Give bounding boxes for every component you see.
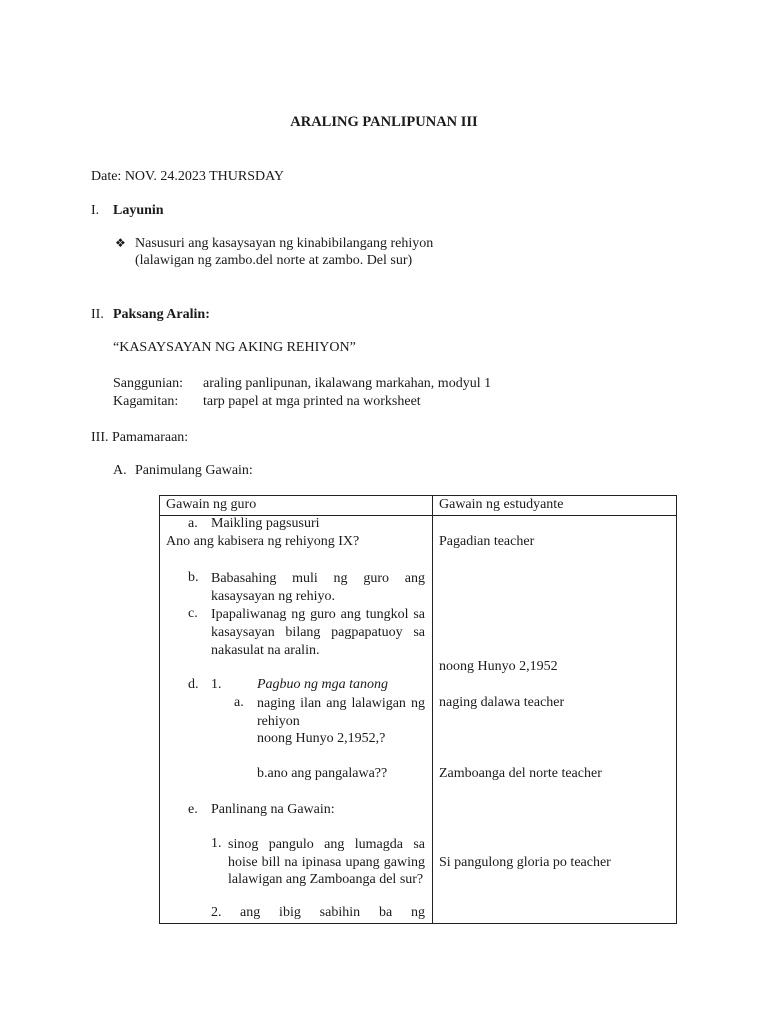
subsection-a-letter: A. — [113, 463, 127, 478]
section2-numeral: II. — [91, 307, 104, 322]
answer-1: Pagadian teacher — [439, 534, 535, 549]
item-e-label: e. — [188, 802, 198, 817]
document-title: ARALING PANLIPUNAN III — [290, 114, 478, 130]
item-da-line2: noong Hunyo 2,1952,? — [257, 731, 386, 746]
subsection-a-heading: Panimulang Gawain: — [135, 463, 253, 478]
sanggunian-value: araling panlipunan, ikalawang markahan, modyul 1 — [203, 376, 492, 391]
table-column-divider — [432, 496, 433, 923]
item-da-text: naging ilan ang lalawigan ng rehiyon — [257, 696, 425, 729]
item-c-text: Ipapaliwanag ng guro ang tungkol sa kasaysayan bilang pagpapatuoy sa nakasulat na aralin. — [211, 607, 425, 658]
header-student: Gawain ng estudyante — [439, 497, 564, 512]
item-d-number: 1. — [211, 677, 222, 692]
item-c-label: c. — [188, 606, 198, 621]
date-line: Date: NOV. 24.2023 THURSDAY — [91, 169, 285, 184]
kagamitan-label: Kagamitan: — [113, 394, 179, 409]
objective-line2: (lalawigan ng zambo.del norte at zambo. Del sur) — [135, 253, 413, 268]
item-a-label: a. — [188, 516, 198, 531]
item-d-label: d. — [188, 677, 199, 692]
section1-numeral: I. — [91, 203, 100, 218]
section3-heading: III. Pamamaraan: — [91, 430, 189, 445]
answer-3: naging dalawa teacher — [439, 695, 565, 710]
item-e2-text: ang ibig sabihin ba ng — [240, 905, 425, 920]
answer-2: noong Hunyo 2,1952 — [439, 659, 558, 674]
item-db-text: b.ano ang pangalawa?? — [257, 766, 388, 781]
item-b-label: b. — [188, 570, 199, 585]
objective-line1: Nasusuri ang kasaysayan ng kinabibilangang rehiyon — [135, 236, 434, 251]
answer-5: Si pangulong gloria po teacher — [439, 855, 611, 870]
item-b-text: Babasahing muli ng guro ang kasaysayan ng rehiyo. — [211, 571, 425, 604]
bullet-icon: ❖ — [115, 236, 126, 250]
item-da-label: a. — [234, 695, 244, 710]
question-1: Ano ang kabisera ng rehiyong IX? — [166, 534, 360, 549]
activities-table — [159, 495, 677, 924]
item-e2-label: 2. — [211, 905, 222, 920]
answer-4: Zamboanga del norte teacher — [439, 766, 602, 781]
item-e1-label: 1. — [211, 836, 222, 851]
item-e-text: Panlinang na Gawain: — [211, 802, 335, 817]
header-teacher: Gawain ng guro — [166, 497, 257, 512]
item-d-text: Pagbuo ng mga tanong — [257, 677, 389, 692]
topic-title: “KASAYSAYAN NG AKING REHIYON” — [113, 340, 356, 355]
section2-heading: Paksang Aralin: — [113, 307, 210, 322]
sanggunian-label: Sanggunian: — [113, 376, 183, 391]
kagamitan-value: tarp papel at mga printed na worksheet — [203, 394, 421, 409]
item-a-text: Maikling pagsusuri — [211, 516, 320, 531]
item-e1-text: sinog pangulo ang lumagda sa hoise bill na ipinasa upang gawing lalawigan ang Zamboanga del sur? — [228, 837, 425, 887]
section1-heading: Layunin — [113, 203, 164, 218]
